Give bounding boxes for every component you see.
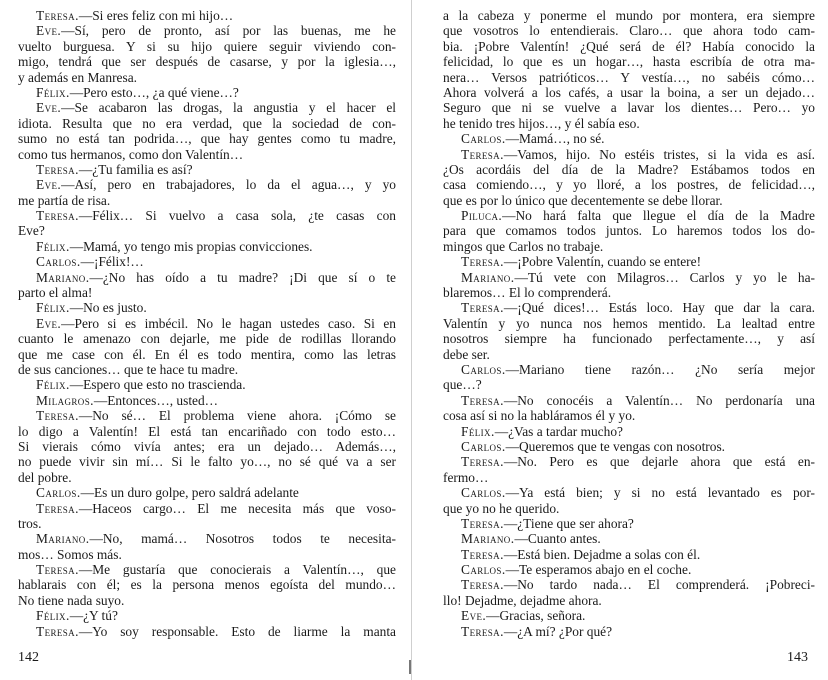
line-text: Eve?: [18, 223, 45, 239]
line-text: —Si eres feliz con mi hijo…: [78, 8, 234, 23]
line-text: hablarais con él; es la persona menos egoísta del mundo…: [18, 577, 396, 593]
text-line: [443, 362, 815, 377]
line-text: —No. Pero es que dejarle ahora que está en-: [503, 454, 815, 470]
speaker-name: Eve.: [461, 608, 487, 624]
text-line: [443, 331, 815, 346]
speaker-name: Mariano.: [36, 269, 90, 285]
line-text: fermo…: [443, 469, 489, 485]
text-line: [443, 516, 815, 531]
line-text: que es por lo único que decentemente se debe llorar.: [443, 192, 723, 208]
text-line: [18, 439, 396, 454]
line-text: —Está bien. Dejadme a solas con él.: [503, 546, 701, 562]
line-text: —¿Vas a tardar mucho?: [494, 423, 623, 439]
line-text: migo, tendrá que ser después de casarse, y por la iglesia…,: [18, 54, 396, 70]
line-text: cosa así si no la habláramos él y yo.: [443, 408, 636, 424]
gutter-mark: [409, 660, 411, 674]
speaker-name: Carlos.: [461, 131, 506, 147]
line-text: tros.: [18, 515, 42, 531]
line-text: —Ya está bien; y si no está levantado es por-: [505, 485, 815, 501]
text-line: [18, 85, 396, 100]
text-line: [443, 593, 815, 608]
line-text: —Mariano tiene razón… ¿No sería mejor: [505, 361, 815, 377]
line-text: que vosotros lo entendierais. Claro… que ahora todo cam-: [443, 23, 815, 39]
text-line: [443, 347, 815, 362]
speaker-name: Carlos.: [36, 485, 81, 501]
text-line: [18, 316, 396, 331]
text-line: [443, 147, 815, 162]
line-text: blaremos… El lo comprenderá.: [443, 285, 612, 301]
speaker-name: Mariano.: [461, 269, 515, 285]
line-text: no puede vivir sin mí… Si le falto yo…, no sé qué va a ser: [18, 454, 396, 470]
text-line: [18, 393, 396, 408]
text-line: [18, 485, 396, 500]
text-line: [443, 377, 815, 392]
speaker-name: Carlos.: [461, 438, 506, 454]
line-text: —Espero que esto no trascienda.: [69, 377, 246, 393]
speaker-name: Félix.: [36, 84, 70, 100]
text-line: [18, 147, 396, 162]
text-line: [18, 470, 396, 485]
line-text: —Se acabaron las drogas, la angustia y el hacer el: [61, 100, 396, 116]
text-line: [18, 577, 396, 592]
speaker-name: Teresa.: [461, 623, 504, 639]
text-line: [18, 208, 396, 223]
text-line: [443, 316, 815, 331]
speaker-name: Félix.: [36, 608, 70, 624]
text-line: [443, 270, 815, 285]
speaker-name: Teresa.: [36, 623, 79, 639]
line-text: Si vierais cómo vivía antes; era un dejado… Además…,: [18, 438, 396, 454]
line-text: —¿A mí? ¿Por qué?: [503, 623, 613, 639]
speaker-name: Eve.: [36, 23, 62, 39]
text-line: [443, 454, 815, 469]
text-line: [18, 116, 396, 131]
line-text: —No conocéis a Valentín… No perdonaría una: [503, 392, 815, 408]
speaker-name: Teresa.: [36, 500, 79, 516]
text-line: [18, 39, 396, 54]
line-text: —¿Tu familia es así?: [78, 161, 193, 177]
text-line: [18, 177, 396, 192]
speaker-name: Félix.: [461, 423, 495, 439]
text-line: [18, 408, 396, 423]
line-text: —¿Tiene que ser ahora?: [503, 515, 634, 531]
text-line: [443, 562, 815, 577]
line-text: Ahora volverá a los cafés, a usar la boina, a ser un dejado…: [443, 84, 815, 100]
speaker-name: Félix.: [36, 238, 70, 254]
line-text: cuanto le amenazo con dejarle, me pide de rodillas llorando: [18, 331, 396, 347]
line-text: —Cuanto antes.: [514, 531, 601, 547]
speaker-name: Piluca.: [461, 208, 503, 224]
line-text: —No, mamá… Nosotros todos te necesita-: [89, 531, 396, 547]
text-line: [443, 23, 815, 38]
line-text: que…?: [443, 377, 482, 393]
line-text: Valentín y yo nunca nos hemos mentido. La lealtad entre: [443, 315, 815, 331]
line-text: —Es un duro golpe, pero saldrá adelante: [80, 485, 299, 501]
line-text: —¡Qué dices!… Estás loco. Hay que dar la cara.: [503, 300, 815, 316]
speaker-name: Carlos.: [461, 485, 506, 501]
text-line: [443, 54, 815, 69]
line-text: lo digo a Valentín! El está tan encariñado con todo esto…: [18, 423, 396, 439]
text-line: [443, 547, 815, 562]
line-text: ¿Os acordáis del día de la Madre? Estábamos todos en: [443, 161, 815, 177]
line-text: —Pero si es imbécil. No le hagan ustedes caso. Si en: [61, 315, 396, 331]
left-page: [18, 8, 396, 639]
text-line: [443, 208, 815, 223]
text-line: [18, 270, 396, 285]
speaker-name: Teresa.: [461, 254, 504, 270]
text-line: [18, 193, 396, 208]
text-line: [443, 162, 815, 177]
line-text: como tus hermanos, como don Valentín…: [18, 146, 244, 162]
speaker-name: Eve.: [36, 177, 62, 193]
text-line: [18, 531, 396, 546]
line-text: —Mamá, yo tengo mis propias convicciones.: [69, 238, 313, 254]
text-line: [18, 8, 396, 23]
text-line: [443, 300, 815, 315]
speaker-name: Teresa.: [461, 515, 504, 531]
text-line: [443, 285, 815, 300]
line-text: sumo no está tan podrida…, que hay gentes como tu madre,: [18, 131, 396, 147]
line-text: —Félix… Si vuelvo a casa sola, ¿te casas con: [78, 208, 396, 224]
line-text: —Queremos que te vengas con nosotros.: [505, 438, 726, 454]
text-line: [18, 131, 396, 146]
speaker-name: Carlos.: [461, 562, 506, 578]
line-text: —No hará falta que llegue el día de la Madre: [502, 208, 815, 224]
line-text: —Gracias, señora.: [486, 608, 586, 624]
line-text: casa comiendo…, y yo lloré, a los postres, de felicidad…,: [443, 177, 815, 193]
text-line: [18, 516, 396, 531]
speaker-name: Teresa.: [36, 208, 79, 224]
line-text: a la cabeza y ponerme el mundo por montera, era siempre: [443, 8, 815, 23]
text-line: [443, 531, 815, 546]
line-text: —¿No has oído a tu madre? ¡Di que sí o te: [89, 269, 396, 285]
line-text: —No tardo nada… El comprenderá. ¡Pobreci-: [503, 577, 815, 593]
line-text: llo! Dejadme, dejadme ahora.: [443, 592, 602, 608]
line-text: —Así, pero en trabajadores, lo da el agua…, y yo: [61, 177, 396, 193]
text-line: [443, 393, 815, 408]
speaker-name: Eve.: [36, 100, 62, 116]
speaker-name: Mariano.: [36, 531, 90, 547]
speaker-name: Mariano.: [461, 531, 515, 547]
text-line: [443, 254, 815, 269]
speaker-name: Teresa.: [36, 161, 79, 177]
text-line: [443, 39, 815, 54]
line-text: —Yo soy responsable. Esto de liarme la manta: [78, 623, 396, 639]
text-line: [443, 193, 815, 208]
speaker-name: Teresa.: [461, 546, 504, 562]
speaker-name: Teresa.: [461, 300, 504, 316]
text-line: [18, 70, 396, 85]
text-line: [443, 100, 815, 115]
speaker-name: Teresa.: [461, 392, 504, 408]
text-line: [443, 608, 815, 623]
line-text: —Me gustaría que conocierais a Valentín…, que: [78, 562, 396, 578]
line-text: del pobre.: [18, 469, 72, 485]
text-line: [18, 454, 396, 469]
text-line: [18, 424, 396, 439]
page-number-left: 142: [18, 650, 39, 665]
text-line: [18, 254, 396, 269]
text-line: [443, 223, 815, 238]
text-line: [18, 239, 396, 254]
speaker-name: Eve.: [36, 315, 62, 331]
text-line: [18, 331, 396, 346]
text-line: [18, 285, 396, 300]
text-line: [18, 501, 396, 516]
line-text: —¡Félix!…: [80, 254, 144, 270]
speaker-name: Teresa.: [461, 146, 504, 162]
line-text: para que comamos todos juntos. Lo haremos todos los do-: [443, 223, 815, 239]
speaker-name: Carlos.: [36, 254, 81, 270]
text-line: [18, 608, 396, 623]
text-line: [18, 23, 396, 38]
line-text: —Haceos cargo… El me necesita más que voso-: [78, 500, 396, 516]
text-line: [443, 85, 815, 100]
text-line: [443, 8, 815, 23]
line-text: me partía de risa.: [18, 192, 111, 208]
line-text: debe ser.: [443, 346, 490, 362]
line-text: —¿Y tú?: [69, 608, 118, 624]
text-line: [18, 54, 396, 69]
line-text: que me case con él. En él es todo mentira, como las letras: [18, 346, 396, 362]
page-number-right: 143: [787, 650, 808, 665]
text-line: [443, 470, 815, 485]
line-text: de sus canciones… que te hace tu madre.: [18, 361, 239, 377]
text-line: [18, 300, 396, 315]
line-text: nosotros siempre ha funcionado perfectamente…, y así: [443, 331, 815, 347]
text-line: [18, 593, 396, 608]
line-text: vuelto burguesa. Y si su hijo quiere seguir viviendo con-: [18, 38, 396, 54]
speaker-name: Teresa.: [36, 562, 79, 578]
text-line: [18, 377, 396, 392]
line-text: —No sé… El problema viene ahora. ¡Cómo se: [78, 408, 396, 424]
line-text: —Entonces…, usted…: [93, 392, 219, 408]
line-text: —Mamá…, no sé.: [505, 131, 605, 147]
line-text: —¡Pobre Valentín, cuando se entere!: [503, 254, 702, 270]
line-text: he tenido tres hijos…, y él sabía eso.: [443, 115, 640, 131]
line-text: felicidad, lo que es un hogar…, hasta escribía de otra ma-: [443, 54, 815, 70]
text-line: [443, 501, 815, 516]
text-line: [443, 239, 815, 254]
line-text: —Vamos, hijo. No estéis tristes, si la vida es así.: [503, 146, 815, 162]
text-line: [18, 562, 396, 577]
text-line: [443, 116, 815, 131]
line-text: idiota. Resulta que no era verdad, que la sociedad de con-: [18, 115, 396, 131]
text-line: [443, 131, 815, 146]
text-line: [443, 424, 815, 439]
line-text: mos… Somos más.: [18, 546, 122, 562]
line-text: —Sí, pero de pronto, así por las buenas, me he: [61, 23, 396, 39]
text-line: [18, 362, 396, 377]
speaker-name: Teresa.: [36, 8, 79, 23]
text-line: [443, 439, 815, 454]
line-text: —No es justo.: [69, 300, 147, 316]
line-text: No tiene nada suyo.: [18, 592, 125, 608]
text-line: [18, 100, 396, 115]
speaker-name: Teresa.: [36, 408, 79, 424]
line-text: —Te esperamos abajo en el coche.: [505, 562, 692, 578]
line-text: nera… Versos patrióticos… Y vestía…, no sabéis cómo…: [443, 69, 815, 85]
right-page: [443, 8, 815, 639]
text-line: [443, 485, 815, 500]
text-line: [18, 223, 396, 238]
line-text: mingos que Carlos no trabaje.: [443, 238, 604, 254]
line-text: —Tú vete con Milagros… Carlos y yo le ha-: [514, 269, 815, 285]
book-gutter: [411, 0, 412, 680]
line-text: y además en Manresa.: [18, 69, 137, 85]
line-text: parto el alma!: [18, 285, 93, 301]
text-line: [443, 177, 815, 192]
text-line: [443, 70, 815, 85]
speaker-name: Teresa.: [461, 577, 504, 593]
text-line: [18, 624, 396, 639]
text-line: [443, 624, 815, 639]
speaker-name: Félix.: [36, 300, 70, 316]
speaker-name: Teresa.: [461, 454, 504, 470]
text-line: [18, 547, 396, 562]
line-text: bia. ¡Pobre Valentín! ¿Qué será de él? Había conocido la: [443, 38, 815, 54]
speaker-name: Félix.: [36, 377, 70, 393]
line-text: Seguro que ni se vuelve a lavar los dientes… Pero… yo: [443, 100, 815, 116]
speaker-name: Milagros.: [36, 392, 94, 408]
text-line: [443, 408, 815, 423]
text-line: [18, 347, 396, 362]
line-text: que yo no he querido.: [443, 500, 560, 516]
line-text: —Pero esto…, ¿a qué viene…?: [69, 84, 239, 100]
text-line: [443, 577, 815, 592]
text-line: [18, 162, 396, 177]
speaker-name: Carlos.: [461, 361, 506, 377]
